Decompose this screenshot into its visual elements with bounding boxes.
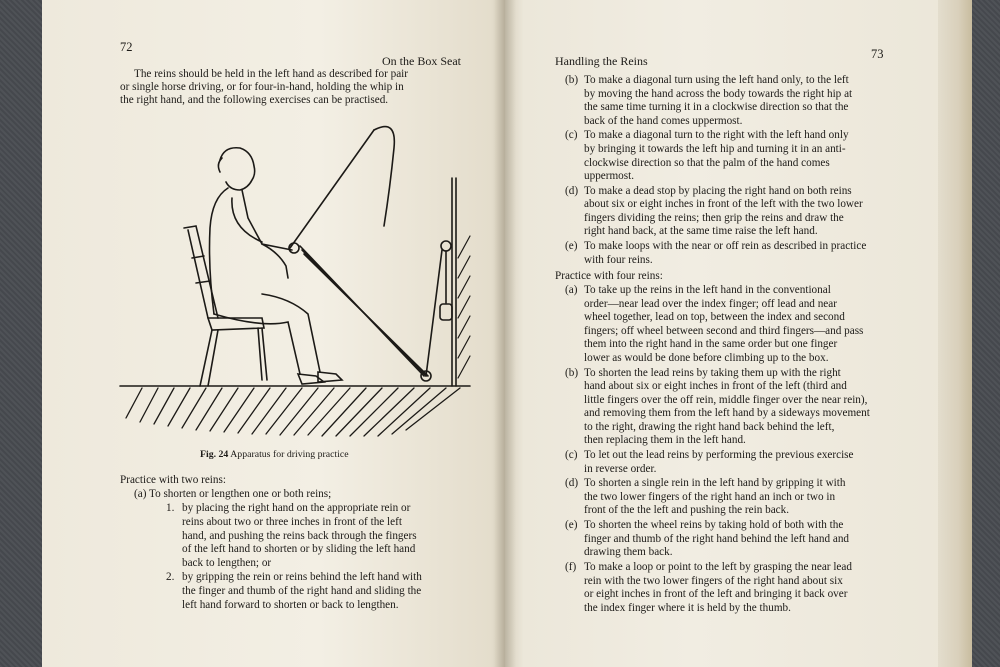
item-label: (a) [565,284,578,297]
text-line: drawing them back. [584,546,673,559]
text-line: To make a diagonal turn to the right with the left hand only [584,129,849,142]
page-number: 72 [120,40,133,54]
text-line: uppermost. [584,170,635,183]
text-line: To make a diagonal turn using the left hand only, to the left [584,74,849,86]
text-line: the right hand, and the following exercises can be practised. [120,94,389,106]
running-head: Handling the Reins [555,54,648,68]
text-line: right hand back, at the same time raise the left hand. [584,225,818,238]
text-line: or eight inches in front of the left and bringing it back over [584,588,848,601]
text-line: back of the hand comes uppermost. [584,114,743,127]
text-line: reins about two or three inches in front of the left [182,516,402,528]
item-label: (c) [565,129,578,142]
text-line: wheel together, lead on top, between the index and second [584,311,845,324]
page-number: 73 [871,47,884,61]
text-line: about six or eight inches in front of the left with the two lower [584,198,863,211]
text-line: To shorten the wheel reins by taking hold of both with the [584,519,844,532]
text-line: hand, and pushing the reins back through the fingers [182,530,417,542]
item-label: (f) [565,561,577,574]
text-line: lower as would be done before climbing up to the box. [584,351,829,364]
text-line: clockwise direction so that the palm of the hand comes [584,156,830,169]
page-edge [938,0,972,667]
open-book [42,0,972,667]
text-line: To make a dead stop by placing the right hand on both reins [584,184,852,197]
text-line: then replacing them in the left hand. [584,434,746,447]
text-line: of the left hand to shorten or by sliding the left hand [182,543,416,555]
text-line: and removing them from the left hand by a sideways movement [584,407,870,420]
item-label: (d) [565,184,579,197]
sub-item-number: 1. [166,502,175,514]
text-line: To make loops with the near or off rein as described in practice [584,240,867,253]
text-line: little fingers over the off rein, middle finger over the near rein), [584,393,868,406]
text-line: the index finger where it is held by the thumb. [584,601,791,614]
text-line: by moving the hand across the body towards the right hip at [584,87,853,100]
text-line: by gripping the rein or reins behind the left hand with [182,571,422,583]
text-line: fingers dividing the reins; then grip the reins and draw the [584,211,844,224]
text-line: left hand forward to shorten or back to lengthen. [182,599,399,611]
section-heading: Practice with four reins: [555,269,663,282]
text-line: The reins should be held in the left hand as described for pair [134,68,409,80]
text-line: to the right, drawing the right hand back behind the left, [584,420,835,433]
figure-caption [200,449,349,460]
text-line: To shorten a single rein in the left hand by gripping it with [584,477,846,490]
text-line: rein with the two lower fingers of the right hand about six [584,574,843,587]
text-line: To take up the reins in the left hand in the conventional [584,284,831,297]
item-a: (a) To shorten or lengthen one or both reins; [134,488,332,500]
caption-text: Apparatus for driving practice [230,449,349,460]
text-line: the same time turning it in a clockwise direction so that the [584,101,849,114]
item-label: (d) [565,477,579,490]
text-line: To let out the lead reins by performing the previous exercise [584,449,854,462]
text-line: with four reins. [584,253,653,266]
text-line: by bringing it towards the left hip and turning it in an anti- [584,142,846,155]
text-line: back to lengthen; or [182,557,272,569]
item-label: (e) [565,519,578,532]
text-line: the two lower fingers of the right hand an inch or two in [584,490,836,503]
item-label: (b) [565,366,579,379]
running-head: On the Box Seat [382,54,461,68]
section-heading: Practice with two reins: [120,474,226,486]
sub-item-number: 2. [166,571,175,583]
text-line: by placing the right hand on the appropriate rein or [182,502,411,514]
text-line: the finger and thumb of the right hand and sliding the [182,585,422,597]
text-line: them into the right hand in the same order but one finger [584,338,838,351]
text-line: finger and thumb of the right hand behind the left hand and [584,532,850,545]
text-line: hand about six or eight inches in front of the left (third and [584,380,847,393]
text-line: order—near lead over the index finger; off lead and near [584,297,837,310]
text-line: To make a loop or point to the left by grasping the near lead [584,561,852,574]
figure-illustration [112,118,472,443]
item-label: (c) [565,449,578,462]
left-page [42,0,505,667]
text-line: To shorten the lead reins by taking them up with the right [584,366,841,379]
right-page [505,0,972,667]
text-line: fingers; off wheel between second and third fingers—and pass [584,324,864,337]
text-line: front of the the left and pushing the rein back. [584,504,790,517]
spine-shadow [494,0,516,667]
item-label: (b) [565,74,579,86]
text-line: or single horse driving, or for four-in-hand, holding the whip in [120,81,404,93]
text-line: in reverse order. [584,462,657,475]
figure-label: Fig. 24 [200,449,229,460]
item-label: (e) [565,240,578,253]
